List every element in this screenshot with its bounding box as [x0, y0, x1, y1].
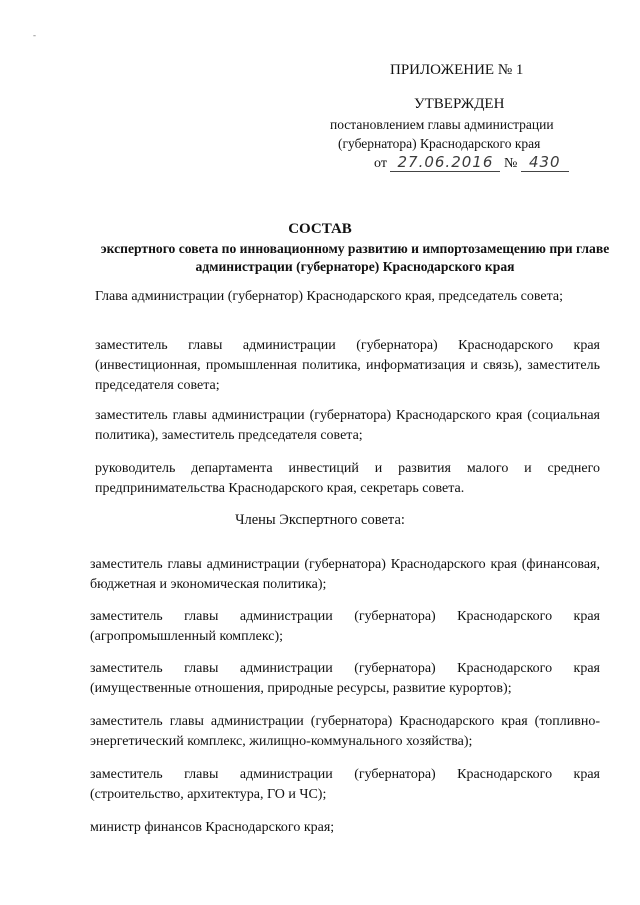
date-prefix: от [374, 156, 387, 171]
decree-line-2: (губернатора) Краснодарского края [338, 136, 541, 151]
approved-label: УТВЕРЖДЕН [414, 96, 505, 112]
decree-date-row [374, 154, 569, 172]
member-item-construction: заместитель главы администрации (губернатора) Краснодарского края (строительство, архитектура, ГО и ЧС); [90, 767, 600, 802]
corner-mark: - [33, 30, 36, 40]
leadership-item-deputy-1: заместитель главы администрации (губернатора) Краснодарского края (инвестиционная, промышленная политика, информатизация и связь), заместитель председателя совета; [95, 338, 600, 393]
member-item-agro: заместитель главы администрации (губернатора) Краснодарского края (агропромышленный комплекс); [90, 609, 600, 644]
number-prefix: № [503, 156, 518, 171]
document-subtitle: экспертного совета по инновационному развитию и импортозамещению при главе администрации (губернаторе) Краснодарского края [100, 241, 610, 274]
member-item-property: заместитель главы администрации (губернатора) Краснодарского края (имущественные отношения, природные ресурсы, развитие курортов); [90, 661, 600, 696]
decree-line-1: постановлением главы администрации [330, 117, 554, 132]
leadership-item-secretary: руководитель департамента инвестиций и развития малого и среднего предпринимательства Краснодарского края, секретарь совета. [95, 461, 600, 496]
member-item-finance: заместитель главы администрации (губернатора) Краснодарского края (финансовая, бюджетная и экономическая политика); [90, 557, 600, 592]
leadership-item-chairman: Глава администрации (губернатор) Краснодарского края, председатель совета; [95, 289, 563, 304]
annex-label: ПРИЛОЖЕНИЕ № 1 [390, 62, 524, 78]
handwritten-date: 27.06.2016 [390, 154, 500, 172]
member-item-energy: заместитель главы администрации (губернатора) Краснодарского края (топливно-энергетический комплекс, жилищно-коммунального хозяйства); [90, 714, 600, 749]
members-heading: Члены Экспертного совета: [235, 512, 405, 528]
member-item-finance-minister: министр финансов Краснодарского края; [90, 820, 335, 835]
handwritten-number: 430 [521, 154, 569, 172]
document-title: СОСТАВ [288, 221, 352, 237]
leadership-item-deputy-2: заместитель главы администрации (губернатора) Краснодарского края (социальная политика), заместитель председателя совета; [95, 408, 600, 443]
